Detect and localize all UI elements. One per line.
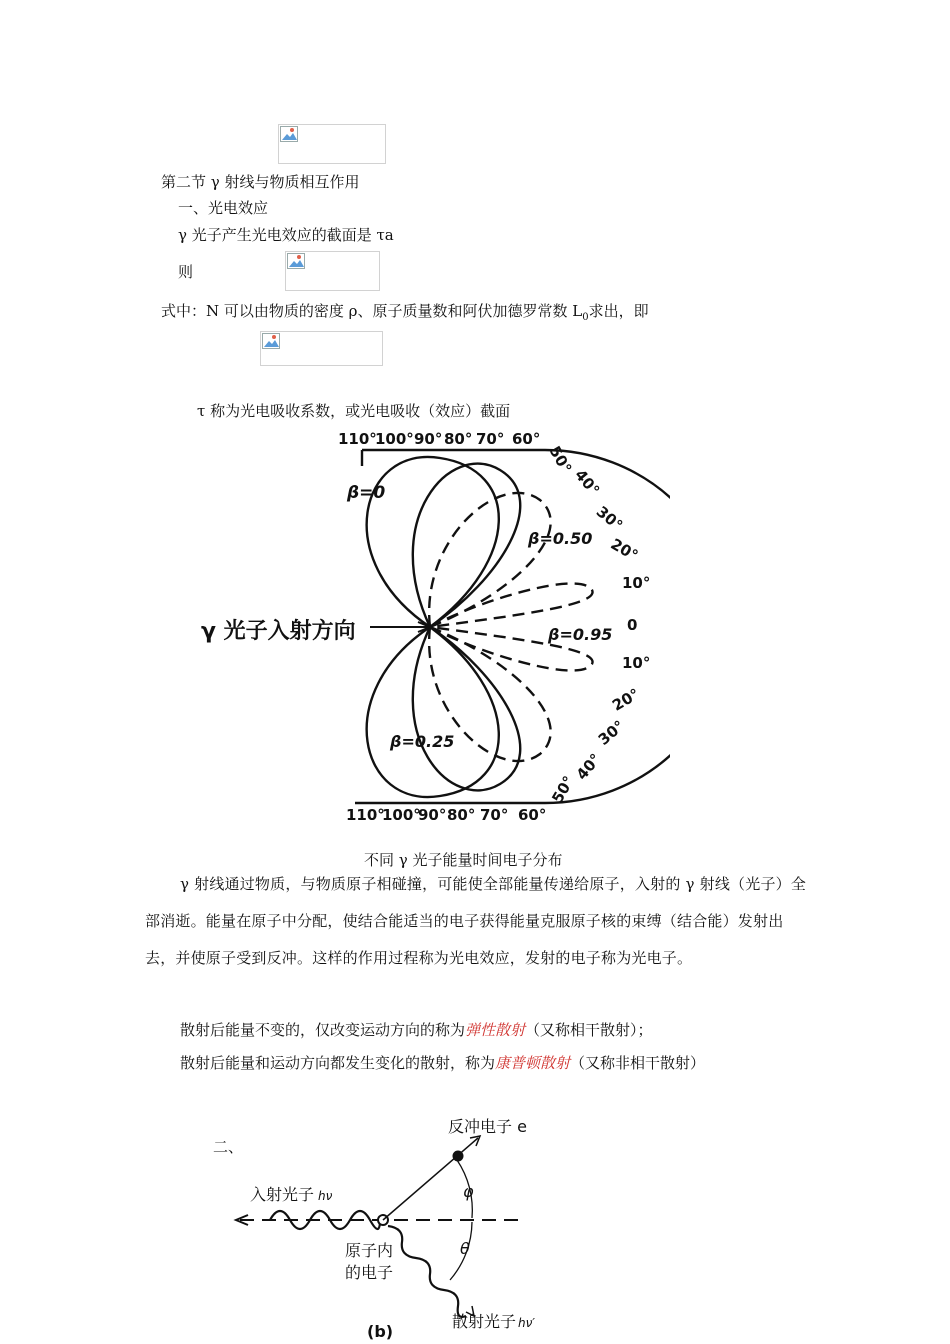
broken-image-icon — [280, 126, 300, 144]
arc-angle-label: 20° — [609, 684, 643, 715]
subsection-photoelectric: 一、光电效应 — [178, 199, 269, 217]
arc-angle-label: 10° — [622, 574, 651, 592]
elastic-scattering-line — [180, 1020, 653, 1040]
top-angle-label: 70° — [476, 430, 505, 448]
figure1-caption: 不同 γ 光子能量时间电子分布 — [364, 851, 563, 869]
atomic-electron-label-line2: 的电子 — [345, 1263, 394, 1282]
compton-scattering-diagram — [225, 1110, 555, 1344]
phi-angle-label: φ — [463, 1182, 474, 1201]
scattered-photon-wave — [388, 1226, 466, 1317]
recoil-electron-label: 反冲电子 e — [448, 1117, 527, 1136]
scattered-hv-label: hν′ — [518, 1316, 536, 1330]
formula-text-b: 求出，即 — [588, 302, 649, 320]
elastic-text-a: 散射后能量不变的，仅改变运动方向的称为 — [180, 1021, 466, 1039]
formula-description — [161, 301, 649, 328]
top-angle-label: 80° — [444, 430, 473, 448]
subsection-two: 二、 — [213, 1138, 244, 1156]
ze-label: 则 — [178, 263, 194, 281]
arc-angle-label: 20° — [607, 534, 642, 565]
recoil-electron-dot — [454, 1152, 463, 1161]
arc-angle-label: 30° — [592, 502, 627, 535]
compton-scattering-line — [180, 1053, 705, 1073]
arc-angle-label: 40° — [571, 465, 604, 500]
arc-angle-label: 50° — [548, 772, 578, 807]
top-angle-label: 110° — [338, 430, 377, 448]
lobe-beta-0-upper — [367, 457, 499, 627]
elastic-scattering-term: 弹性散射 — [465, 1021, 526, 1039]
arc-zero-label: 0 — [627, 616, 638, 634]
image-placeholder-1 — [278, 124, 386, 164]
elastic-text-b: （又称相干散射）； — [525, 1021, 653, 1039]
arc-angle-label: 40° — [572, 750, 605, 784]
image-placeholder-3 — [260, 331, 383, 366]
figure-b-label: (b) — [367, 1322, 394, 1341]
photoelectric-paragraph: γ 射线通过物质，与物质原子相碰撞，可能使全部能量传递给原子，入射的 γ 射线（光子）全部消逝。能量在原子中分配，使结合能适当的电子获得能量克服原子核的束缚（结合能）发射出去，并使原子受到反冲。这样的作用过程称为光电效应，发射的电子称为光电子。 — [145, 875, 807, 967]
atomic-electron-label-line1: 原子内 — [345, 1241, 394, 1260]
bottom-angle-label: 70° — [480, 806, 509, 824]
compton-scattering-term: 康普顿散射 — [495, 1054, 571, 1072]
top-angle-label: 100° — [375, 430, 414, 448]
incident-photon-label: 入射光子 — [250, 1185, 315, 1204]
broken-image-icon — [262, 333, 282, 351]
top-angle-label: 60° — [512, 430, 541, 448]
bottom-angle-label: 80° — [447, 806, 476, 824]
beta-050-label: β=0.50 — [528, 529, 593, 548]
broken-image-icon — [287, 253, 307, 271]
recoil-electron-path — [383, 1138, 478, 1220]
cross-section-line: γ 光子产生光电效应的截面是 τa — [178, 226, 394, 244]
compton-text-a: 散射后能量和运动方向都发生变化的散射，称为 — [180, 1054, 496, 1072]
image-placeholder-2 — [285, 251, 380, 291]
lobe-beta-0-lower — [367, 627, 499, 797]
beta-025-label: β=0.25 — [390, 732, 455, 751]
bottom-angle-label: 60° — [518, 806, 547, 824]
top-angle-label: 90° — [414, 430, 443, 448]
tau-description: τ 称为光电吸收系数，或光电吸收（效应）截面 — [197, 402, 511, 420]
arc-angle-label: 50° — [545, 442, 576, 477]
beta-095-label: β=0.95 — [548, 625, 613, 644]
section-title: 第二节 γ 射线与物质相互作用 — [161, 173, 360, 191]
beta-0-label: β=0 — [347, 483, 386, 503]
photoelectron-angular-distribution-figure — [190, 420, 670, 830]
compton-text-b: （又称非相干散射） — [570, 1054, 706, 1072]
formula-text-a: 式中：N 可以由物质的密度 ρ、原子质量数和阿伏加德罗常数 L — [161, 302, 583, 320]
arc-angle-label: 30° — [594, 716, 629, 749]
theta-angle-label: θ — [460, 1239, 470, 1258]
arc-angle-label: 10° — [622, 654, 651, 672]
scattered-photon-label: 散射光子 — [452, 1312, 517, 1331]
formula-subscript: 0 — [582, 312, 589, 323]
incident-hv-label: hν — [318, 1189, 333, 1203]
bottom-angle-label: 100° — [382, 806, 421, 824]
bottom-angle-label: 90° — [418, 806, 447, 824]
bottom-angle-label: 110° — [346, 806, 385, 824]
incident-direction-label: γ 光子入射方向 — [201, 619, 356, 644]
